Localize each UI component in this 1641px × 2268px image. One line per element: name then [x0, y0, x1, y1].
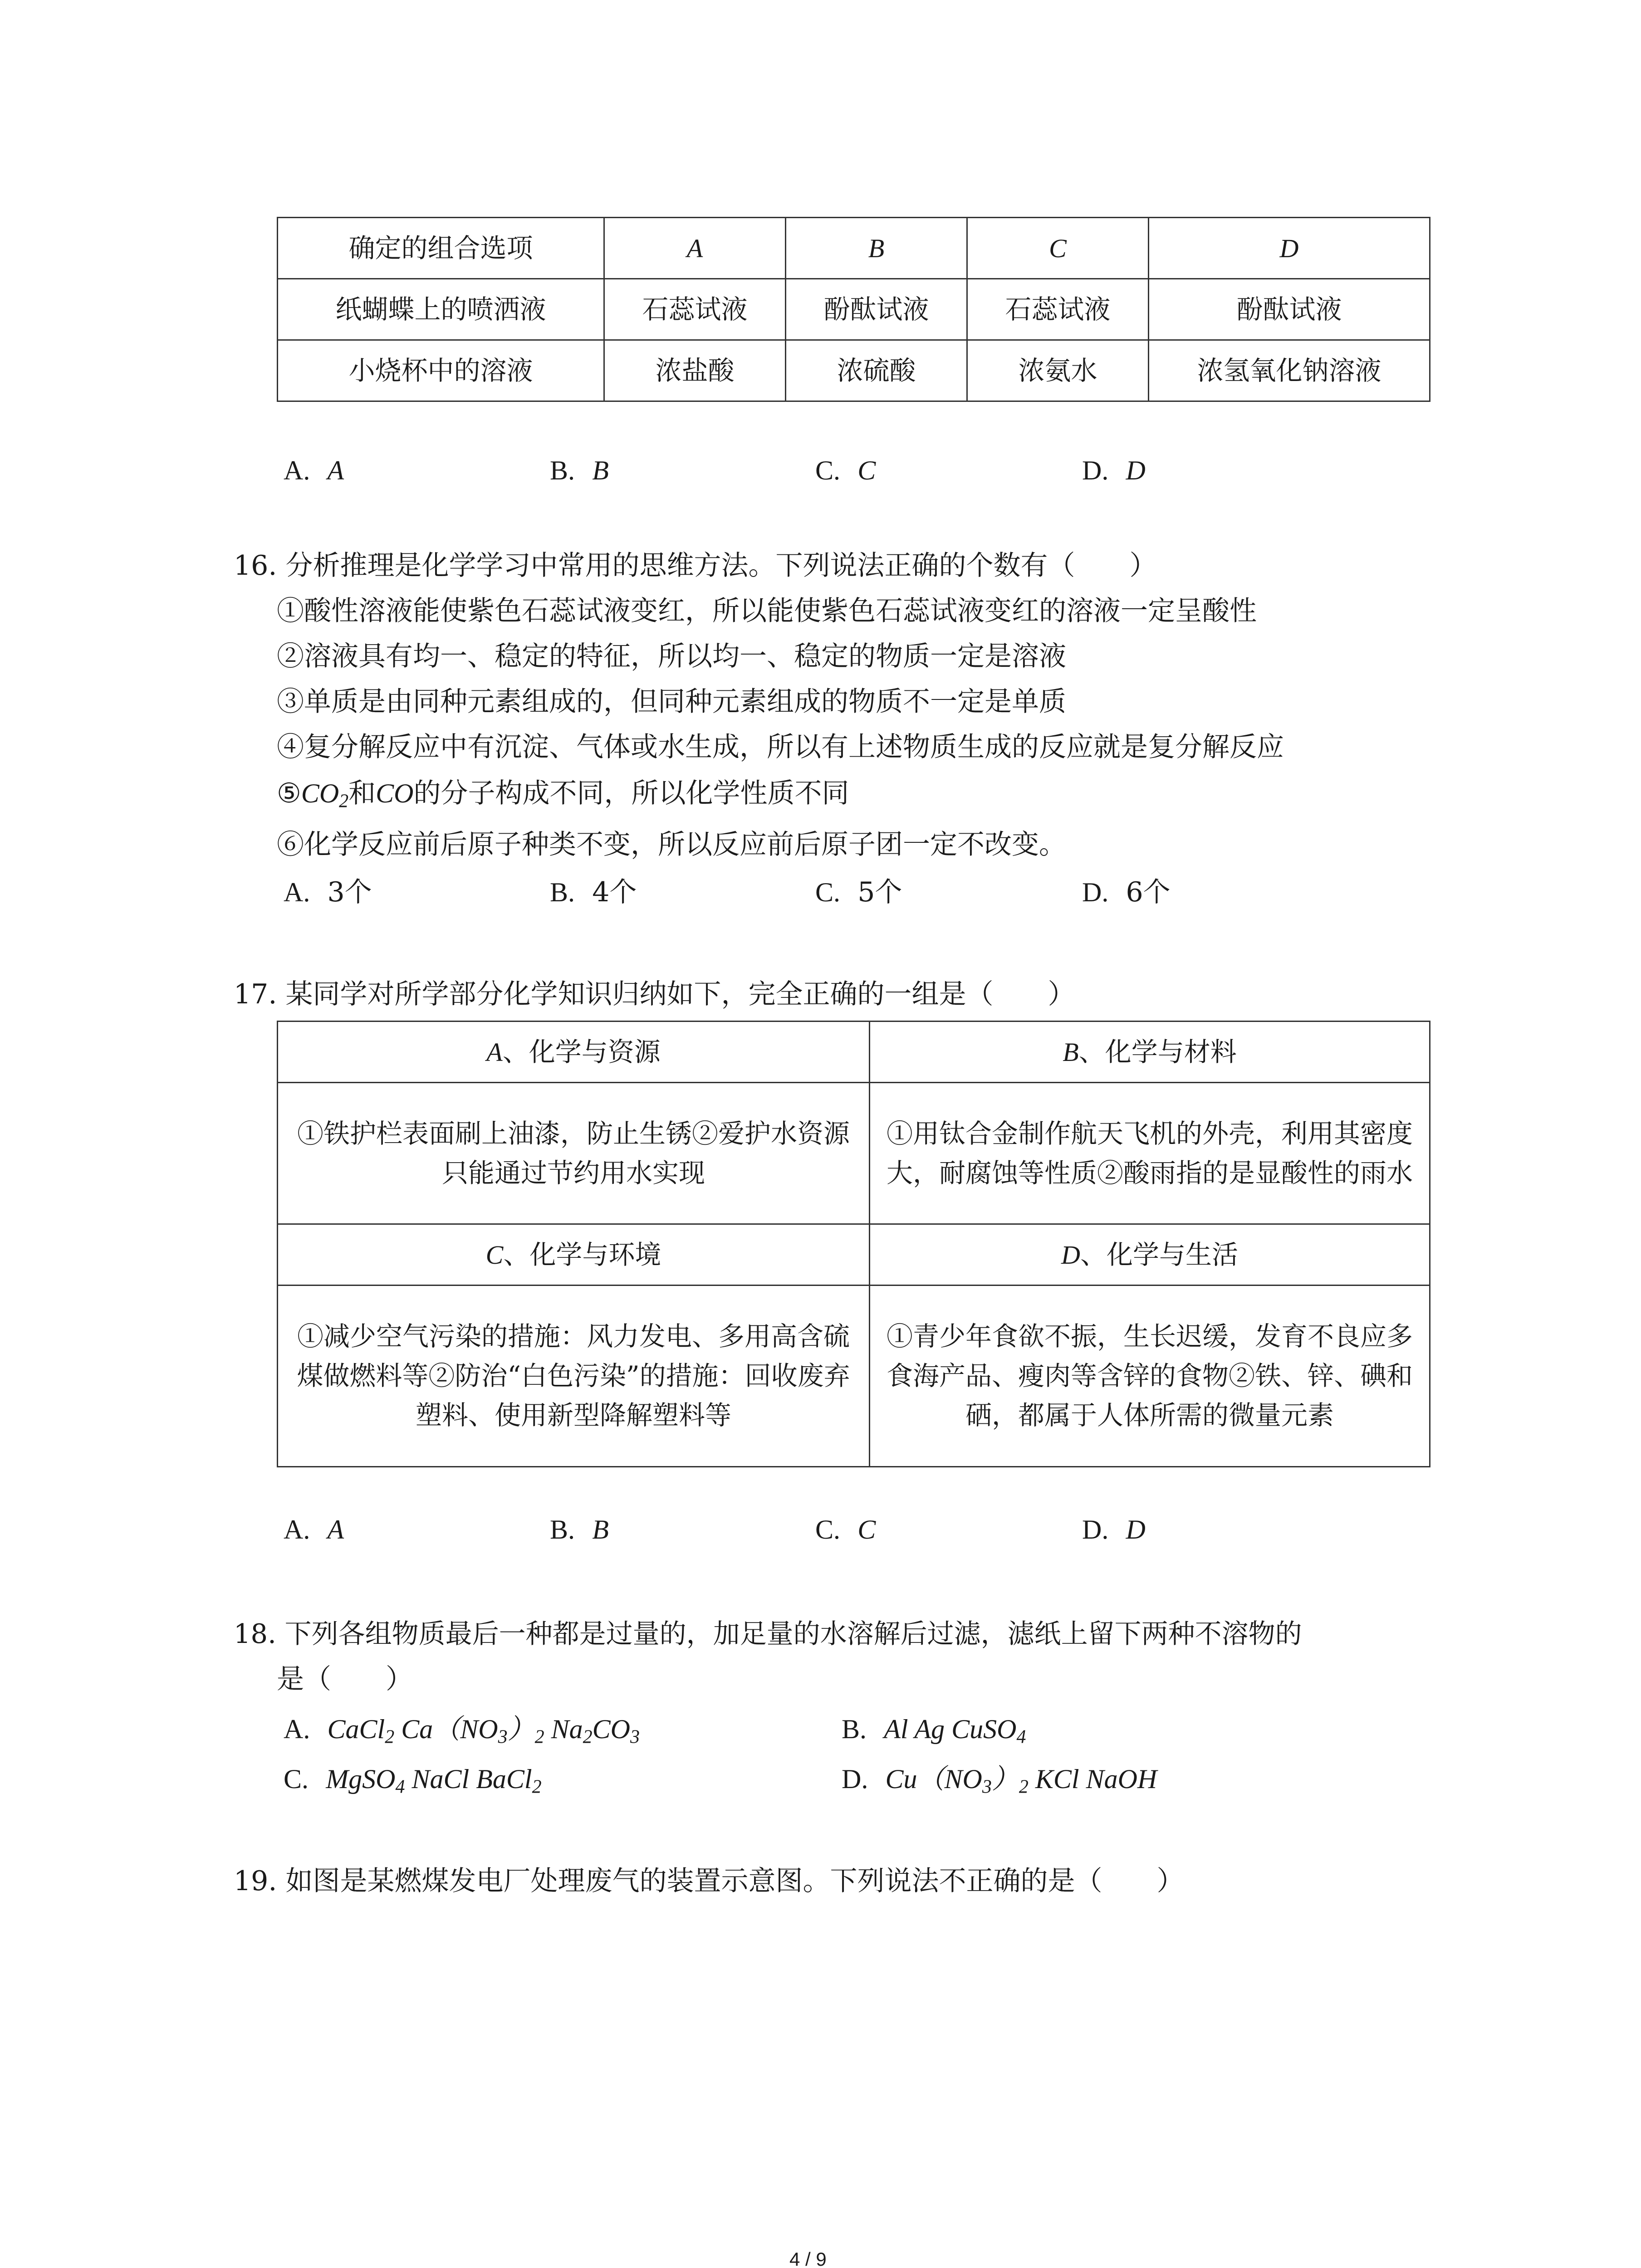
table-cell: 石蕊试液: [967, 279, 1149, 340]
table-cell: ①铁护栏表面刷上油漆，防止生锈②爱护水资源只能通过节约用水实现: [278, 1083, 870, 1224]
q15-option-b[interactable]: B. B: [550, 455, 609, 485]
q18-stem-line2: 是（ ）: [277, 1663, 413, 1695]
q16-item-2: ②溶液具有均一、稳定的特征，所以均一、稳定的物质一定是溶液: [277, 640, 1066, 672]
table-cell: C、化学与环境: [278, 1224, 870, 1286]
q16-item-1: ①酸性溶液能使紫色石蕊试液变红，所以能使紫色石蕊试液变红的溶液一定呈酸性: [277, 595, 1257, 627]
table-cell: D、化学与生活: [870, 1224, 1430, 1286]
table-cell: ①青少年食欲不振，生长迟缓，发育不良应多食海产品、瘦肉等含锌的食物②铁、锌、碘和硒，都属于人体所需的微量元素: [870, 1286, 1430, 1467]
knowledge-table: [277, 1021, 1430, 1467]
q17-stem: 17. 某同学对所学部分化学知识归纳如下，完全正确的一组是（ ）: [234, 978, 1075, 1010]
q18-option-b[interactable]: B. Al Ag CuSO$_4$: [842, 1714, 1026, 1748]
q16-option-c[interactable]: C. 5个: [815, 876, 902, 908]
table-cell: A、化学与资源: [278, 1022, 870, 1083]
table-cell: 酚酞试液: [1149, 279, 1430, 340]
q15-option-c[interactable]: C. C: [815, 455, 876, 485]
q18-option-d[interactable]: D. $Cu(NO_3)_2$ KCl NaOH: [842, 1764, 1157, 1798]
table-cell: B、化学与材料: [870, 1022, 1430, 1083]
table-cell: A: [604, 218, 786, 279]
table-cell: 石蕊试液: [604, 279, 786, 340]
q16-item-6: ⑥化学反应前后原子种类不变，所以反应前后原子团一定不改变。: [277, 829, 1066, 860]
q17-option-d[interactable]: D. D: [1082, 1515, 1146, 1545]
q18-stem-line1: 18. 下列各组物质最后一种都是过量的，加足量的水溶解后过滤，滤纸上留下两种不溶物的: [234, 1618, 1302, 1649]
q16-item-3: ③单质是由同种元素组成的，但同种元素组成的物质不一定是单质: [277, 686, 1066, 718]
table-cell: 浓硫酸: [786, 340, 967, 401]
table-cell: 浓氨水: [967, 340, 1149, 401]
table-cell: B: [786, 218, 967, 279]
q15-option-a[interactable]: A. A: [284, 455, 344, 485]
table-cell: 浓盐酸: [604, 340, 786, 401]
page-number: 4 / 9: [789, 2248, 827, 2268]
table-cell: 确定的组合选项: [278, 218, 604, 279]
q17-option-c[interactable]: C. C: [815, 1515, 876, 1545]
q18-option-a[interactable]: A. CaCl$_2$ $Ca(NO_3)_2$ $Na_2CO_3$: [284, 1714, 640, 1748]
combination-table: [277, 217, 1430, 402]
q16-option-a[interactable]: A. 3个: [284, 876, 372, 908]
table-cell: 小烧杯中的溶液: [278, 340, 604, 401]
q16-item-5: $⑤CO_2$和CO的分子构成不同，所以化学性质不同: [277, 777, 849, 812]
table-cell: 酚酞试液: [786, 279, 967, 340]
table-cell: C: [967, 218, 1149, 279]
q16-option-d[interactable]: D. 6个: [1082, 876, 1171, 908]
table-cell: ①用钛合金制作航天飞机的外壳，利用其密度大，耐腐蚀等性质②酸雨指的是显酸性的雨水: [870, 1083, 1430, 1224]
table-cell: 纸蝴蝶上的喷洒液: [278, 279, 604, 340]
q16-option-b[interactable]: B. 4个: [550, 876, 637, 908]
table-cell: 浓氢氧化钠溶液: [1149, 340, 1430, 401]
q16-stem: 16. 分析推理是化学学习中常用的思维方法。下列说法正确的个数有（ ）: [234, 550, 1157, 582]
q15-option-d[interactable]: D. D: [1082, 455, 1146, 485]
q18-option-c[interactable]: C. MgSO$_4$ NaCl BaCl$_2$: [284, 1764, 542, 1798]
q17-option-a[interactable]: A. A: [284, 1515, 344, 1545]
q19-stem: 19. 如图是某燃煤发电厂处理废气的装置示意图。下列说法不正确的是（ ）: [234, 1865, 1184, 1897]
table-cell: ①减少空气污染的措施：风力发电、多用高含硫煤做燃料等②防治“白色污染”的措施：回收废弃塑料、使用新型降解塑料等: [278, 1286, 870, 1467]
q17-option-b[interactable]: B. B: [550, 1515, 609, 1545]
table-cell: D: [1149, 218, 1430, 279]
q16-item-4: ④复分解反应中有沉淀、气体或水生成，所以有上述物质生成的反应就是复分解反应: [277, 731, 1284, 763]
